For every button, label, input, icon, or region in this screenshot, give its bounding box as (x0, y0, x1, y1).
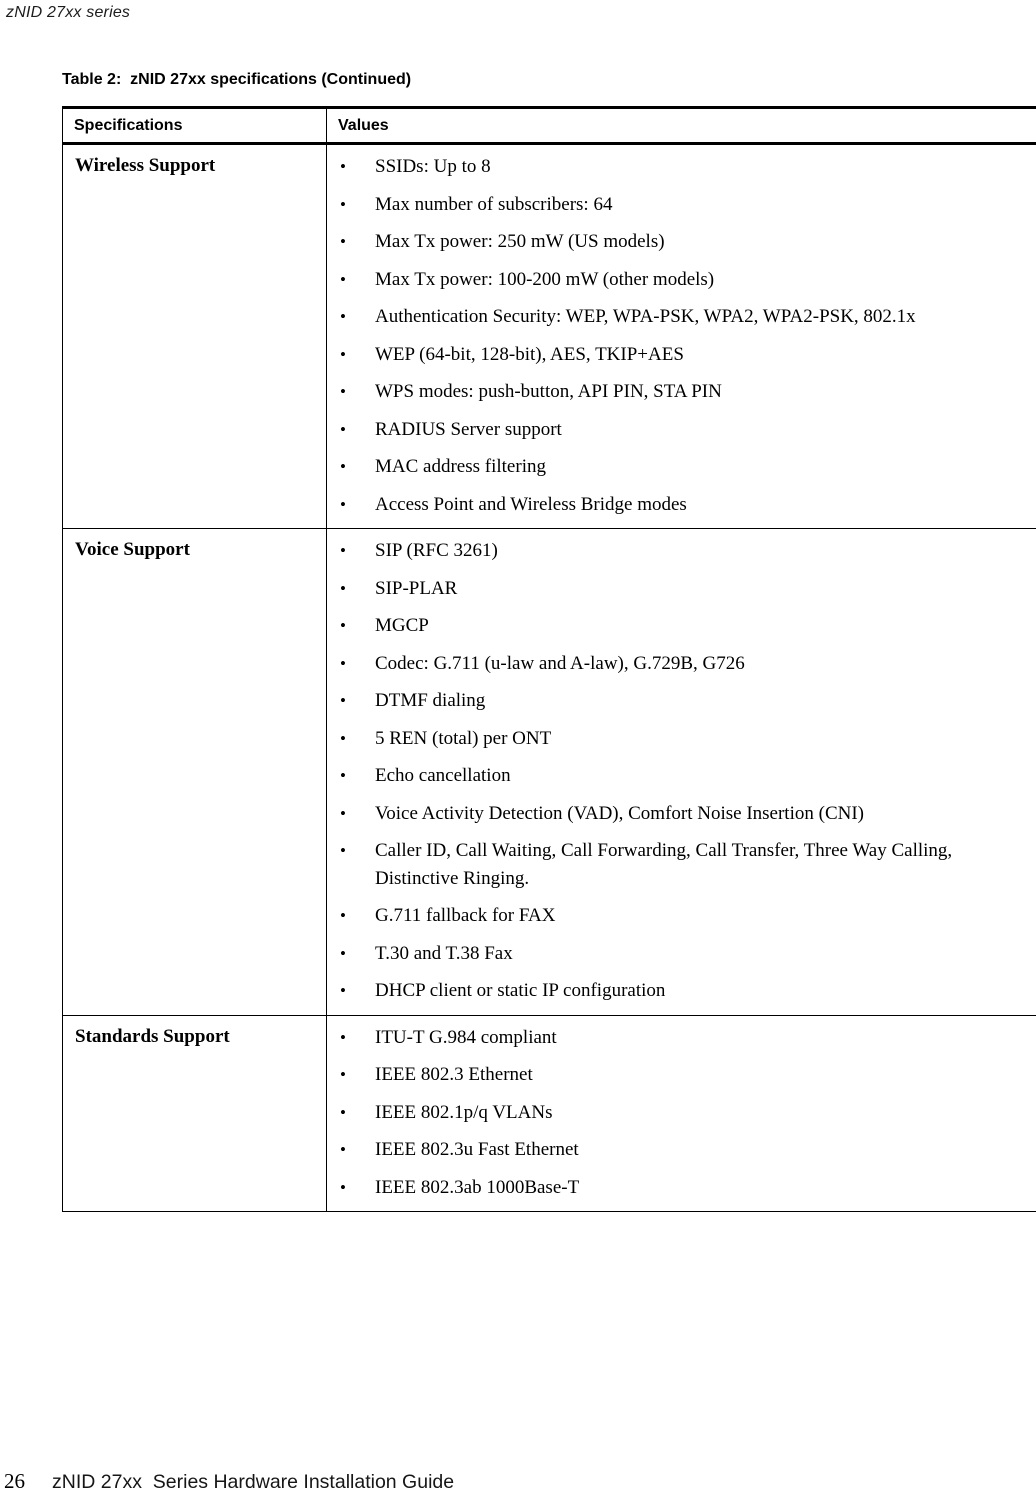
list-item-text: IEEE 802.3 Ethernet (375, 1064, 533, 1085)
bullet-icon: • (340, 728, 346, 748)
list-item (340, 453, 1028, 481)
column-header-values: Values (326, 109, 1036, 142)
bullet-icon: • (340, 194, 346, 214)
list-item-text: WEP (64-bit, 128-bit), AES, TKIP+AES (375, 343, 684, 365)
table-title: Table 2: zNID 27xx specifications (Continued) (62, 71, 412, 88)
list-item-text: Max number of subscribers: 64 (375, 193, 613, 215)
column-header-specifications: Specifications (74, 117, 183, 134)
list-item-text: MGCP (375, 615, 429, 636)
page-footer (4, 1469, 454, 1494)
list-item (340, 1024, 1028, 1052)
list-item-text: DTMF dialing (375, 690, 486, 711)
specification-label: Wireless Support (75, 155, 216, 176)
bullet-icon: • (340, 382, 346, 401)
bullet-icon: • (340, 616, 346, 635)
list-item-text: Max Tx power: 250 mW (US models) (375, 231, 665, 252)
list-item-text: SIP (RFC 3261) (375, 540, 498, 561)
list-item (340, 725, 1028, 753)
values-list (327, 145, 1036, 518)
list-item (340, 191, 1028, 219)
values-cell (326, 529, 1036, 1015)
values-list (327, 529, 1036, 1005)
list-item-text: SIP-PLAR (375, 577, 458, 599)
list-item (340, 228, 1028, 256)
bullet-icon: • (340, 1027, 346, 1047)
bullet-icon: • (340, 803, 346, 823)
list-item-text: IEEE 802.3u Fast Ethernet (375, 1139, 579, 1160)
list-item (340, 1099, 1028, 1127)
bullet-icon: • (340, 494, 346, 514)
bullet-icon: • (340, 981, 346, 1000)
bullet-icon: • (340, 653, 346, 673)
bullet-icon: • (340, 1102, 346, 1122)
footer-text: zNID 27xx Series Hardware Installation Guide (52, 1471, 455, 1493)
list-item (340, 687, 1028, 715)
bullet-icon: • (340, 344, 346, 364)
list-item-text: IEEE 802.3ab 1000Base-T (375, 1176, 580, 1198)
list-item-text: Voice Activity Detection (VAD), Comfort Noise Insertion (CNI) (375, 802, 864, 824)
list-item (340, 575, 1028, 603)
bullet-icon: • (340, 1140, 346, 1159)
list-item (340, 902, 1028, 930)
specification-cell (63, 529, 326, 1015)
list-item-text: T.30 and T.38 Fax (375, 942, 513, 964)
list-item-text: Echo cancellation (375, 765, 511, 786)
bullet-icon: • (340, 1177, 346, 1197)
table-row (63, 529, 1036, 1016)
values-cell (326, 1016, 1036, 1212)
list-item (340, 153, 1028, 181)
list-item-text: RADIUS Server support (375, 418, 562, 440)
bullet-icon: • (340, 307, 346, 326)
specification-cell (63, 145, 326, 528)
running-header: zNID 27xx series (6, 4, 131, 21)
list-item (340, 491, 1028, 519)
list-item (340, 1136, 1028, 1164)
list-item (340, 837, 1028, 892)
page-number: 26 (4, 1469, 25, 1493)
list-item (340, 1174, 1028, 1202)
bullet-icon: • (340, 269, 346, 289)
list-item-text: Codec: G.711 (u-law and A-law), G.729B, G726 (375, 652, 745, 674)
bullet-icon: • (340, 157, 346, 176)
list-item-text: DHCP client or static IP configuration (375, 980, 666, 1001)
list-item (340, 378, 1028, 406)
list-item-text: IEEE 802.1p/q VLANs (375, 1101, 553, 1123)
bullet-icon: • (340, 541, 346, 560)
list-item (340, 977, 1028, 1005)
list-item-text: ITU-T G.984 compliant (375, 1026, 557, 1048)
list-item-text: Max Tx power: 100-200 mW (other models) (375, 268, 715, 290)
list-item-text: G.711 fallback for FAX (375, 905, 556, 926)
table-row (63, 1016, 1036, 1213)
bullet-icon: • (340, 419, 346, 439)
bullet-icon: • (340, 232, 346, 251)
list-item-text: WPS modes: push-button, API PIN, STA PIN (375, 381, 722, 402)
values-cell (326, 145, 1036, 528)
bullet-icon: • (340, 766, 346, 785)
spec-table (62, 106, 1036, 1212)
bullet-icon: • (340, 578, 346, 598)
list-item (340, 940, 1028, 968)
list-item (340, 537, 1028, 565)
bullet-icon: • (340, 457, 346, 476)
spec-table-body (63, 145, 1036, 1212)
list-item-text: MAC address filtering (375, 456, 546, 477)
values-list (327, 1016, 1036, 1202)
list-item-text: Authentication Security: WEP, WPA-PSK, WPA2, WPA2-PSK, 802.1x (375, 306, 916, 327)
list-item-text: Caller ID, Call Waiting, Call Forwarding, Call Transfer, Three Way Calling, Distinctive Ringing. (375, 840, 953, 889)
list-item-text: SSIDs: Up to 8 (375, 156, 491, 177)
bullet-icon: • (340, 841, 346, 860)
specification-cell (63, 1016, 326, 1212)
list-item (340, 762, 1028, 790)
list-item (340, 1061, 1028, 1089)
list-item (340, 800, 1028, 828)
specification-label: Standards Support (75, 1025, 230, 1047)
bullet-icon: • (340, 943, 346, 963)
list-item (340, 650, 1028, 678)
bullet-icon: • (340, 906, 346, 925)
list-item (340, 341, 1028, 369)
bullet-icon: • (340, 691, 346, 710)
table-row (63, 145, 1036, 529)
list-item (340, 612, 1028, 640)
list-item-text: Access Point and Wireless Bridge modes (375, 493, 687, 515)
list-item (340, 266, 1028, 294)
bullet-icon: • (340, 1065, 346, 1084)
table-header-row (63, 109, 1036, 145)
list-item-text: 5 REN (total) per ONT (375, 727, 552, 749)
list-item (340, 303, 1028, 331)
specification-label: Voice Support (75, 539, 190, 560)
list-item (340, 416, 1028, 444)
